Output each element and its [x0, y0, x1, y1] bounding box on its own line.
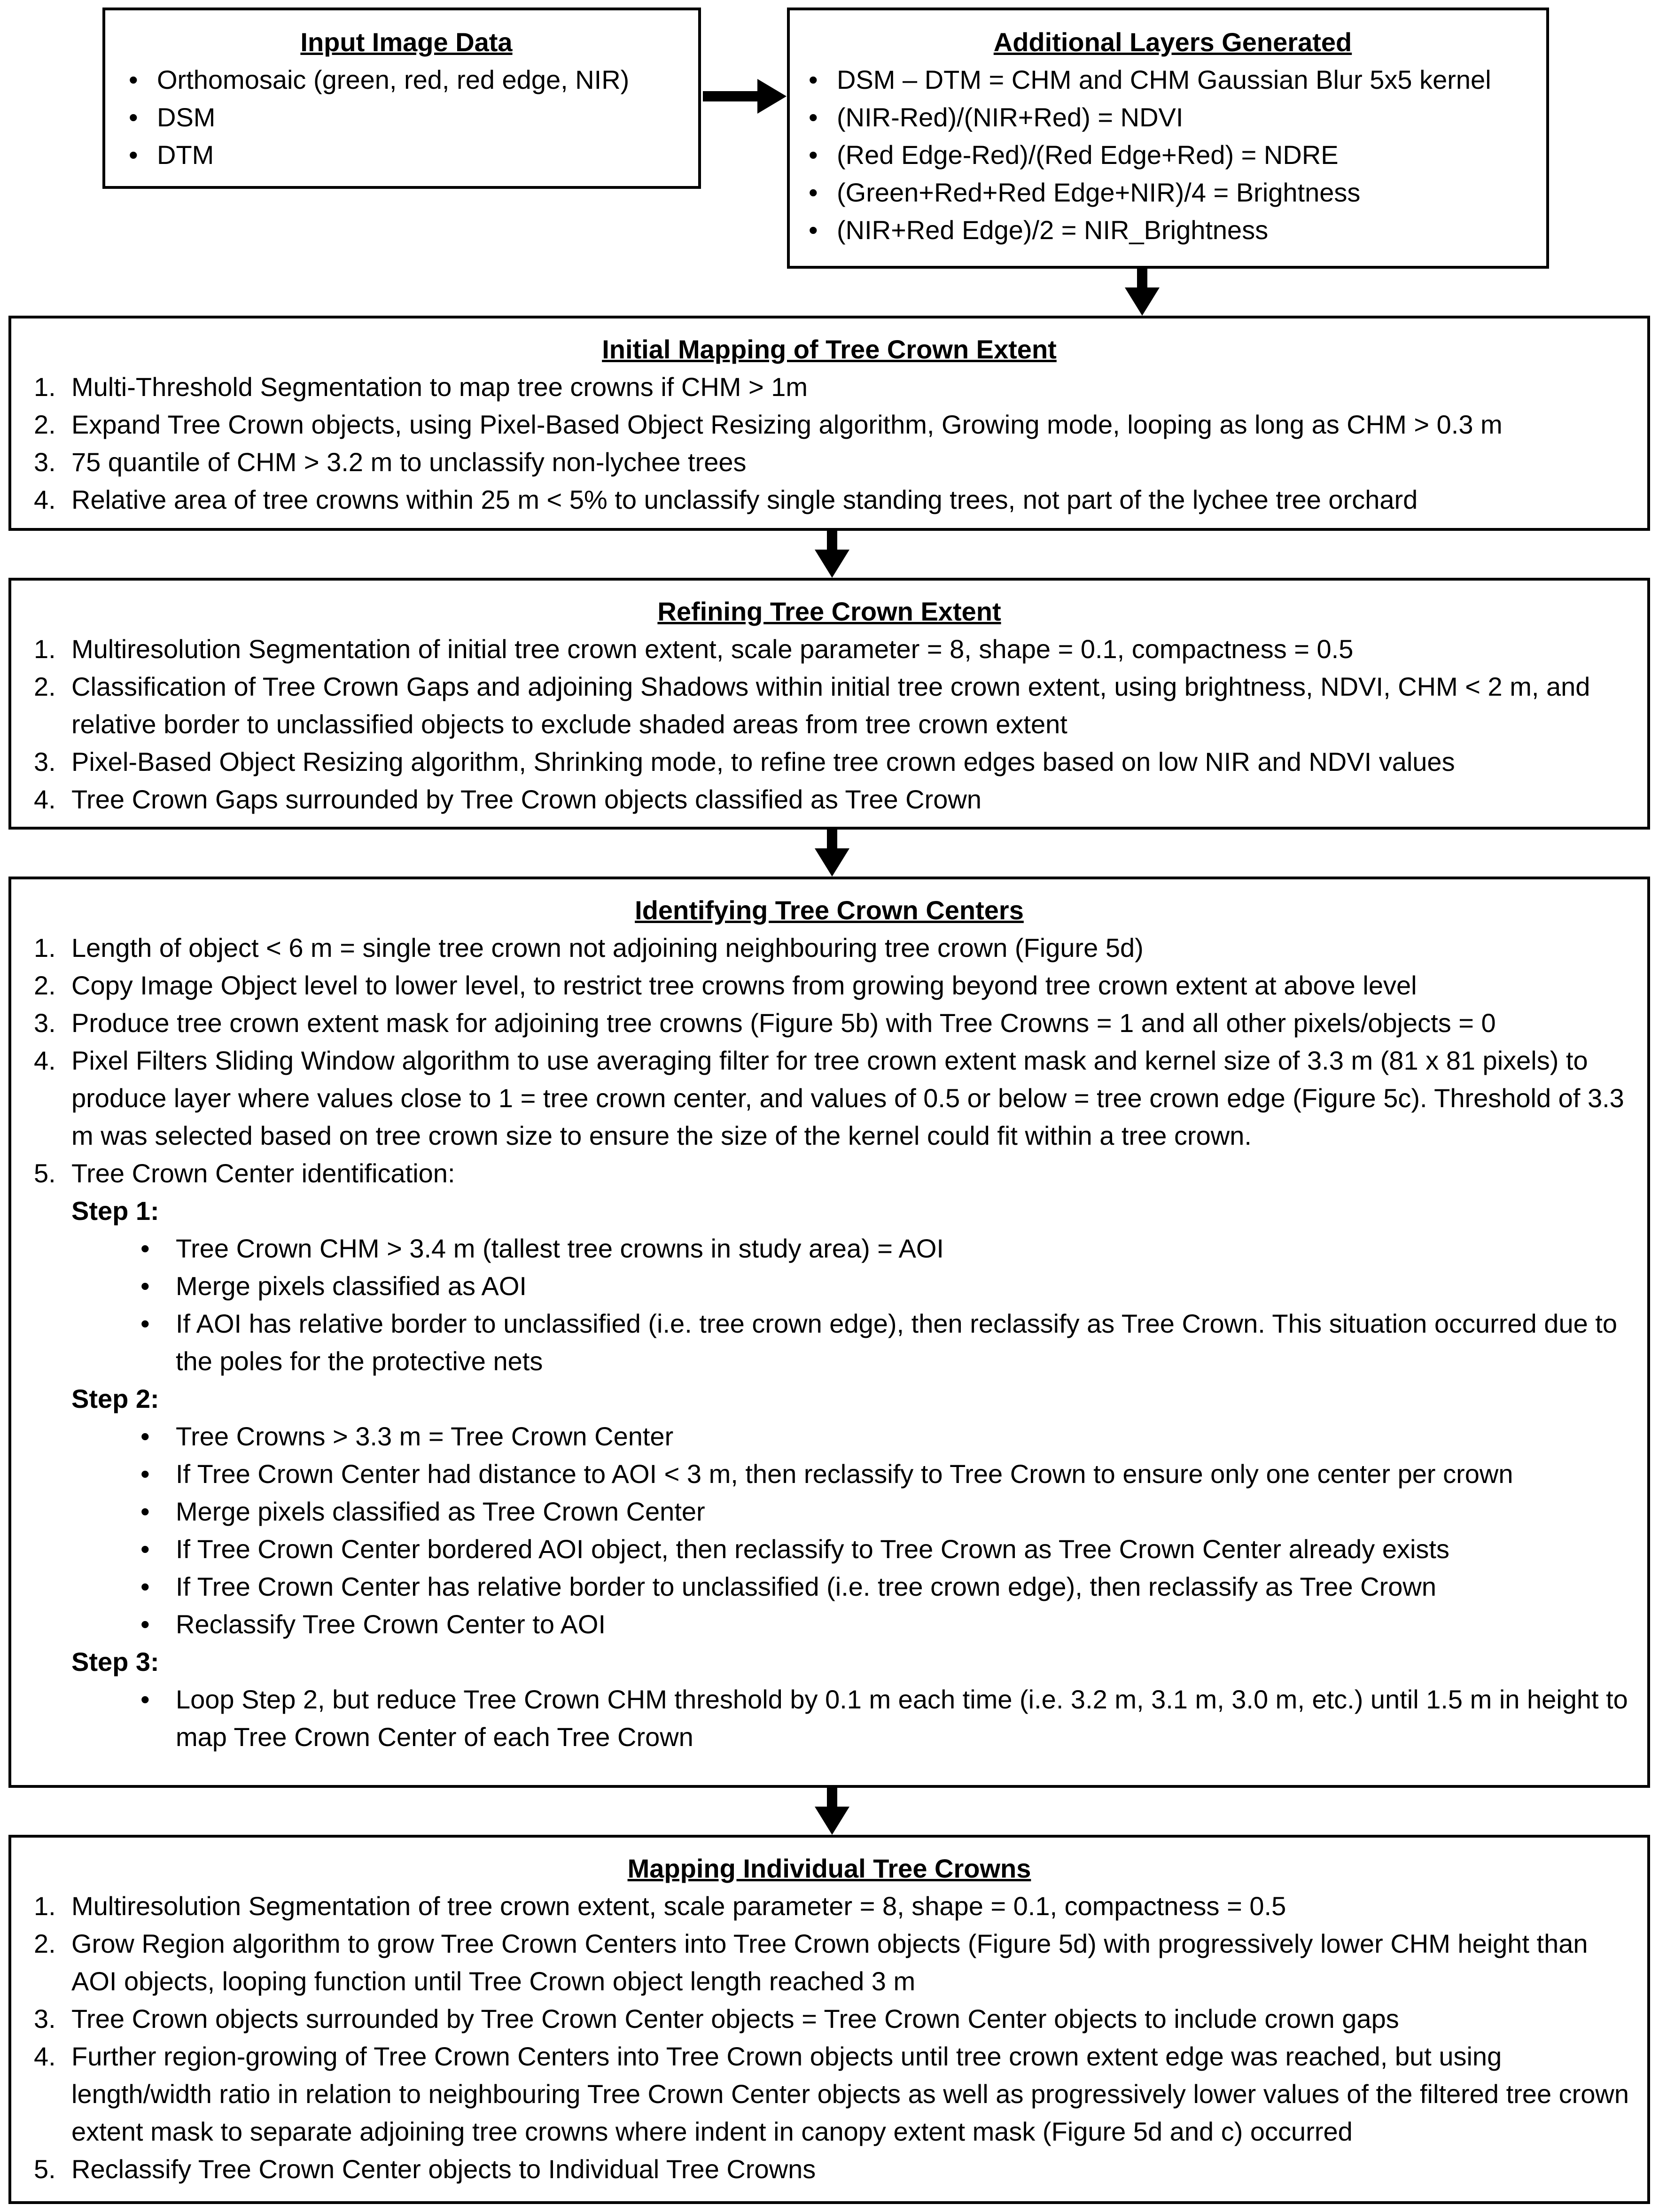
- centers-step-1: 1. Length of object < 6 m = single tree crown not adjoining neighbouring tree crown (Figure 5d): [34, 933, 1144, 962]
- layer-item-chm: • DSM – DTM = CHM and CHM Gaussian Blur 5x5 kernel: [809, 65, 1491, 94]
- refining-step-2: 2. Classification of Tree Crown Gaps and adjoining Shadows within initial tree crown extent, using brightness, NDVI, CHM < 2 m, and relative border to unclassified objects to exclude shaded areas from tree crown extent: [34, 672, 1590, 739]
- mapping-individual-box: [8, 1835, 1650, 2204]
- step-3-item: • Loop Step 2, but reduce Tree Crown CHM threshold by 0.1 m each time (i.e. 3.2 m, 3.1 m, 3.0 m, etc.) until 1.5 m in height to map Tree Crown Center of each Tree Crown: [140, 1684, 1628, 1752]
- centers-box-title: Identifying Tree Crown Centers: [635, 895, 1024, 925]
- identifying-centers-box: [8, 877, 1650, 1788]
- layer-item-brightness: • (Green+Red+Red Edge+NIR)/4 = Brightness: [809, 178, 1361, 207]
- mapping-step-1: 1. Multiresolution Segmentation of tree crown extent, scale parameter = 8, shape = 0.1, compactness = 0.5: [34, 1891, 1286, 1921]
- arrow-down-icon: [811, 531, 853, 579]
- arrow-down-icon: [1121, 269, 1163, 317]
- mapping-step-3: 3. Tree Crown objects surrounded by Tree Crown Center objects = Tree Crown Center objects to include crown gaps: [34, 2004, 1399, 2033]
- layer-item-ndvi: • (NIR-Red)/(NIR+Red) = NDVI: [809, 102, 1184, 132]
- step-1-heading: Step 1:: [71, 1196, 159, 1226]
- mapping-step-4: 4. Further region-growing of Tree Crown Centers into Tree Crown objects until tree crown extent edge was reached, but using length/width ratio in relation to neighbouring Tree Crown Center objects as well as progressively lower values of the filtered tree crown extent mask to separate adjoining tree crowns where indent in canopy extent mask (Figure 5d and c) occurred: [34, 2041, 1629, 2146]
- arrow-down-icon: [811, 830, 853, 877]
- layer-item-ndre: • (Red Edge-Red)/(Red Edge+Red) = NDRE: [809, 140, 1339, 170]
- input-item-dsm: • DSM: [129, 102, 216, 132]
- step-2-item: • If Tree Crown Center has relative border to unclassified (i.e. tree crown edge), then reclassify as Tree Crown: [140, 1572, 1436, 1601]
- step-3-heading: Step 3:: [71, 1647, 159, 1676]
- step-2-item: • Tree Crowns > 3.3 m = Tree Crown Center: [140, 1421, 674, 1451]
- layers-box-title: Additional Layers Generated: [993, 27, 1352, 57]
- mapping-step-5: 5. Reclassify Tree Crown Center objects to Individual Tree Crowns: [34, 2154, 816, 2184]
- input-item-dtm: • DTM: [129, 140, 214, 170]
- initial-step-2: 2. Expand Tree Crown objects, using Pixel-Based Object Resizing algorithm, Growing mode, looping as long as CHM > 0.3 m: [34, 410, 1503, 439]
- centers-step-5: 5. Tree Crown Center identification:: [34, 1158, 455, 1188]
- step-1-item: • Merge pixels classified as AOI: [140, 1271, 527, 1301]
- initial-step-3: 3. 75 quantile of CHM > 3.2 m to unclassify non-lychee trees: [34, 447, 747, 477]
- layer-item-nir-brightness: • (NIR+Red Edge)/2 = NIR_Brightness: [809, 215, 1269, 245]
- refining-box-title: Refining Tree Crown Extent: [657, 597, 1001, 626]
- step-2-item: • Reclassify Tree Crown Center to AOI: [140, 1609, 606, 1639]
- refining-step-4: 4. Tree Crown Gaps surrounded by Tree Crown objects classified as Tree Crown: [34, 784, 981, 814]
- arrow-right-icon: [701, 75, 788, 117]
- input-item-orthomosaic: • Orthomosaic (green, red, red edge, NIR): [129, 65, 630, 94]
- initial-mapping-box: [8, 316, 1650, 531]
- centers-step-2: 2. Copy Image Object level to lower level, to restrict tree crowns from growing beyond tree crown extent at above level: [34, 970, 1417, 1000]
- step-2-item: • If Tree Crown Center bordered AOI object, then reclassify to Tree Crown as Tree Crown Center already exists: [140, 1534, 1449, 1564]
- refining-step-3: 3. Pixel-Based Object Resizing algorithm, Shrinking mode, to refine tree crown edges based on low NIR and NDVI values: [34, 747, 1455, 776]
- mapping-step-2: 2. Grow Region algorithm to grow Tree Crown Centers into Tree Crown objects (Figure 5d) with progressively lower CHM height than AOI objects, looping function until Tree Crown object length reached 3 m: [34, 1929, 1588, 1996]
- step-2-item: • If Tree Crown Center had distance to AOI < 3 m, then reclassify to Tree Crown to ensure only one center per crown: [140, 1459, 1513, 1489]
- arrow-down-icon: [811, 1788, 853, 1836]
- mapping-box-title: Mapping Individual Tree Crowns: [627, 1854, 1031, 1883]
- centers-step-3: 3. Produce tree crown extent mask for adjoining tree crowns (Figure 5b) with Tree Crowns = 1 and all other pixels/objects = 0: [34, 1008, 1496, 1038]
- initial-step-1: 1. Multi-Threshold Segmentation to map tree crowns if CHM > 1m: [34, 372, 808, 402]
- initial-box-title: Initial Mapping of Tree Crown Extent: [602, 334, 1057, 364]
- centers-step-4: 4. Pixel Filters Sliding Window algorithm to use averaging filter for tree crown extent mask and kernel size of 3.3 m (81 x 81 pixels) to produce layer where values close to 1 = tree crown center, and values of 0.5 or below = tree crown edge (Figure 5c). Threshold of 3.3 m was selected based on tree crown size to ensure the size of the kernel could fit within a tree crown.: [34, 1046, 1624, 1150]
- step-2-item: • Merge pixels classified as Tree Crown Center: [140, 1497, 705, 1526]
- input-image-data-box: [102, 8, 701, 189]
- step-1-item: • If AOI has relative border to unclassified (i.e. tree crown edge), then reclassify as Tree Crown. This situation occurred due to the poles for the protective nets: [140, 1309, 1617, 1376]
- initial-step-4: 4. Relative area of tree crowns within 25 m < 5% to unclassify single standing trees, not part of the lychee tree orchard: [34, 485, 1418, 514]
- step-1-item: • Tree Crown CHM > 3.4 m (tallest tree crowns in study area) = AOI: [140, 1234, 944, 1263]
- input-box-title: Input Image Data: [300, 27, 513, 57]
- refining-extent-box: [8, 578, 1650, 830]
- additional-layers-box: [787, 8, 1549, 269]
- step-2-heading: Step 2:: [71, 1384, 159, 1413]
- refining-step-1: 1. Multiresolution Segmentation of initial tree crown extent, scale parameter = 8, shape = 0.1, compactness = 0.5: [34, 634, 1354, 664]
